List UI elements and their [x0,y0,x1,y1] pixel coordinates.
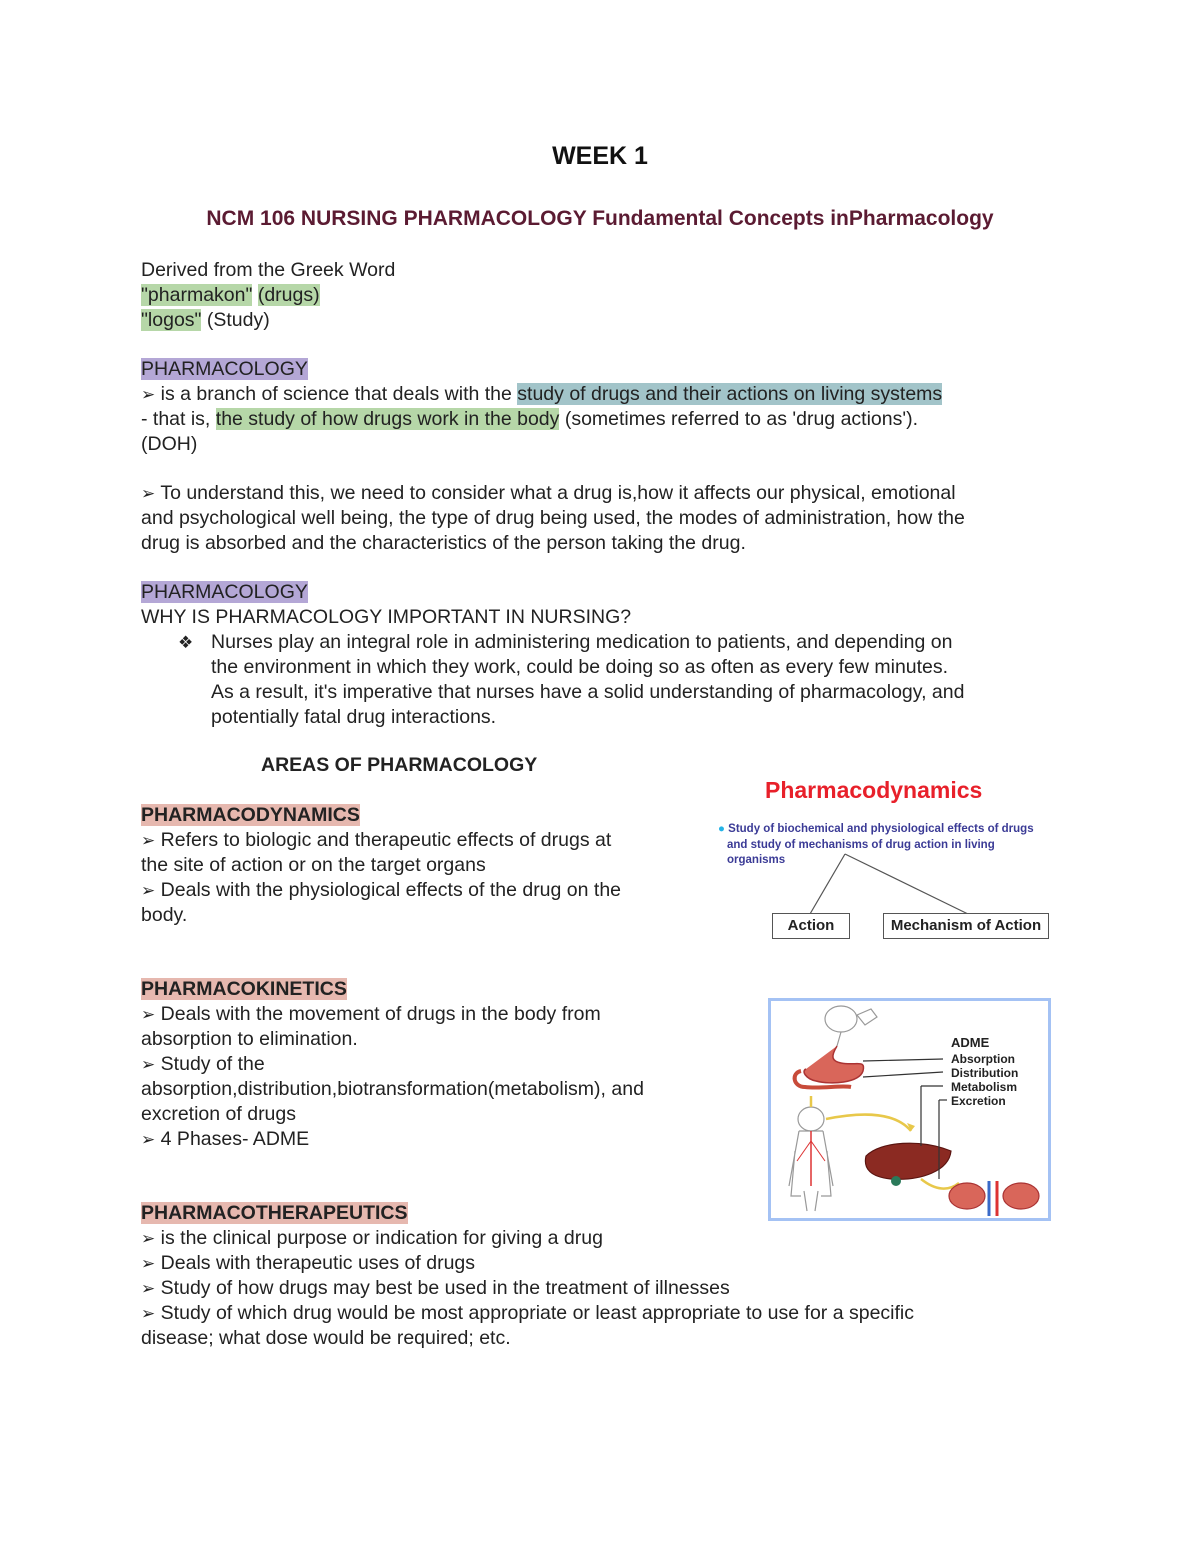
pd-bullet-1-line-2: the site of action or on the target organs [141,854,486,876]
figure-desc-line-1: Study of biochemical and physiological effects of drugs [728,823,1034,835]
pharmacodynamics-figure-title: Pharmacodynamics [765,777,983,803]
understand-line-3: drug is absorbed and the characteristics of the person taking the drug. [141,532,746,554]
pk-bullet-2-line-3: excretion of drugs [141,1103,297,1125]
that-is-highlight: the study of how drugs work in the body [215,408,560,430]
pharmacology-heading-1 [141,357,308,382]
arrow-bullet-icon: ➢ [141,1229,156,1248]
understand-text-1: To understand this, we need to consider what a drug is,how it affects our physical, emotional [160,482,956,504]
arrow-bullet-icon: ➢ [141,831,156,850]
that-is-prefix: - that is, [141,408,216,430]
action-box: Action [772,913,850,939]
pd-bullet-1-text: Refers to biologic and therapeutic effects of drugs at [160,829,612,851]
why-answer-line-1: Nurses play an integral role in administering medication to patients, and depending on [211,631,953,653]
pharmacokinetics-heading-label: PHARMACOKINETICS [141,978,347,1000]
diamond-bullet-icon: ❖ [178,633,194,652]
adme-absorption: Absorption [951,1052,1015,1066]
mechanism-of-action-box: Mechanism of Action [883,913,1049,939]
pharmacology-heading-1-label: PHARMACOLOGY [141,358,308,380]
pt-bullet-2-text: Deals with therapeutic uses of drugs [160,1252,476,1274]
that-is-suffix: (sometimes referred to as 'drug actions'). [559,408,918,430]
pt-bullet-3 [141,1276,730,1301]
pt-bullet-4-line-2: disease; what dose would be required; etc. [141,1327,511,1349]
bullet-dot-icon: ● [718,823,725,835]
pharmacokinetics-heading [141,977,347,1002]
pk-bullet-3-text: 4 Phases- ADME [160,1128,310,1150]
pt-bullet-1 [141,1226,603,1251]
pt-bullet-2 [141,1251,475,1276]
pk-bullet-1-line-1 [141,1002,601,1027]
pharmacotherapeutics-heading [141,1201,408,1226]
adme-figure [768,998,1051,1221]
doh-source: (DOH) [141,433,198,455]
pd-bullet-2-line-1 [141,878,621,903]
adme-metabolism: Metabolism [951,1080,1018,1094]
pt-bullet-3-text: Study of how drugs may best be used in the treatment of illnesses [160,1277,730,1299]
pd-bullet-2-line-2: body. [141,904,188,926]
pharmacology-heading-2-label: PHARMACOLOGY [141,581,308,603]
arrow-bullet-icon: ➢ [141,881,156,900]
pharmacology-that-is [141,407,918,432]
pd-bullet-1-line-1 [141,828,611,853]
arrow-bullet-icon: ➢ [141,1279,156,1298]
pk-bullet-1-line-2: absorption to elimination. [141,1028,358,1050]
arrow-bullet-icon: ➢ [141,385,156,404]
adme-distribution: Distribution [951,1066,1019,1080]
arrow-bullet-icon: ➢ [141,1130,156,1149]
logos-term: "logos" [141,309,202,331]
arrow-bullet-icon: ➢ [141,1005,156,1024]
why-answer [211,630,1071,730]
pt-bullet-4-text: Study of which drug would be most appropriate or least appropriate to use for a specific [160,1302,915,1324]
pt-bullet-4-line-1 [141,1301,914,1326]
arrow-bullet-icon: ➢ [141,1304,156,1323]
pk-bullet-2-line-2: absorption,distribution,biotransformation(metabolism), and [141,1078,644,1100]
pk-bullet-2-text: Study of the [160,1053,265,1075]
pharmacodynamics-branch-lines [700,850,1080,920]
why-answer-line-3: As a result, it's imperative that nurses have a solid understanding of pharmacology, and [211,681,965,703]
why-answer-line-2: the environment in which they work, could be doing so as often as every few minutes. [211,656,949,678]
pharmakon-line [141,283,320,308]
drugs-meaning: (drugs) [257,284,320,306]
pharmacodynamics-heading [141,803,360,828]
arrow-bullet-icon: ➢ [141,1055,156,1074]
logos-line [141,308,270,333]
arrow-bullet-icon: ➢ [141,484,156,503]
adme-illustration [771,1001,1048,1218]
pt-bullet-1-text: is the clinical purpose or indication for giving a drug [160,1227,603,1249]
adme-excretion: Excretion [951,1094,1006,1108]
figure-desc-line-2: and study of mechanisms of drug action in living [727,838,995,851]
why-answer-line-4: potentially fatal drug interactions. [211,706,497,728]
pharmacology-definition [141,382,942,407]
pk-bullet-1-text: Deals with the movement of drugs in the body from [160,1003,601,1025]
pharmacodynamics-heading-label: PHARMACODYNAMICS [141,804,360,826]
why-question: WHY IS PHARMACOLOGY IMPORTANT IN NURSING? [141,606,632,628]
pk-bullet-3 [141,1127,309,1152]
arrow-bullet-icon: ➢ [141,1254,156,1273]
pharmacology-heading-2 [141,580,308,605]
derived-text: Derived from the Greek Word [141,259,396,281]
figure-desc-line-3: organisms [727,854,786,866]
study-meaning: (Study) [206,309,270,331]
pharmacotherapeutics-heading-label: PHARMACOTHERAPEUTICS [141,1202,408,1224]
adme-title: ADME [951,1035,990,1050]
pk-bullet-2-line-1 [141,1052,265,1077]
course-title: NCM 106 NURSING PHARMACOLOGY Fundamental Concepts inPharmacology [206,207,994,230]
understand-line-1 [141,481,956,506]
pharmakon-term: "pharmakon" [141,284,253,306]
week-title: WEEK 1 [552,142,648,170]
definition-prefix: is a branch of science that deals with the [160,383,518,405]
understand-line-2: and psychological well being, the type of drug being used, the modes of administration, how the [141,507,965,529]
areas-heading: AREAS OF PHARMACOLOGY [261,754,538,776]
definition-highlight: study of drugs and their actions on living systems [517,383,943,405]
pd-bullet-2-text: Deals with the physiological effects of the drug on the [160,879,622,901]
